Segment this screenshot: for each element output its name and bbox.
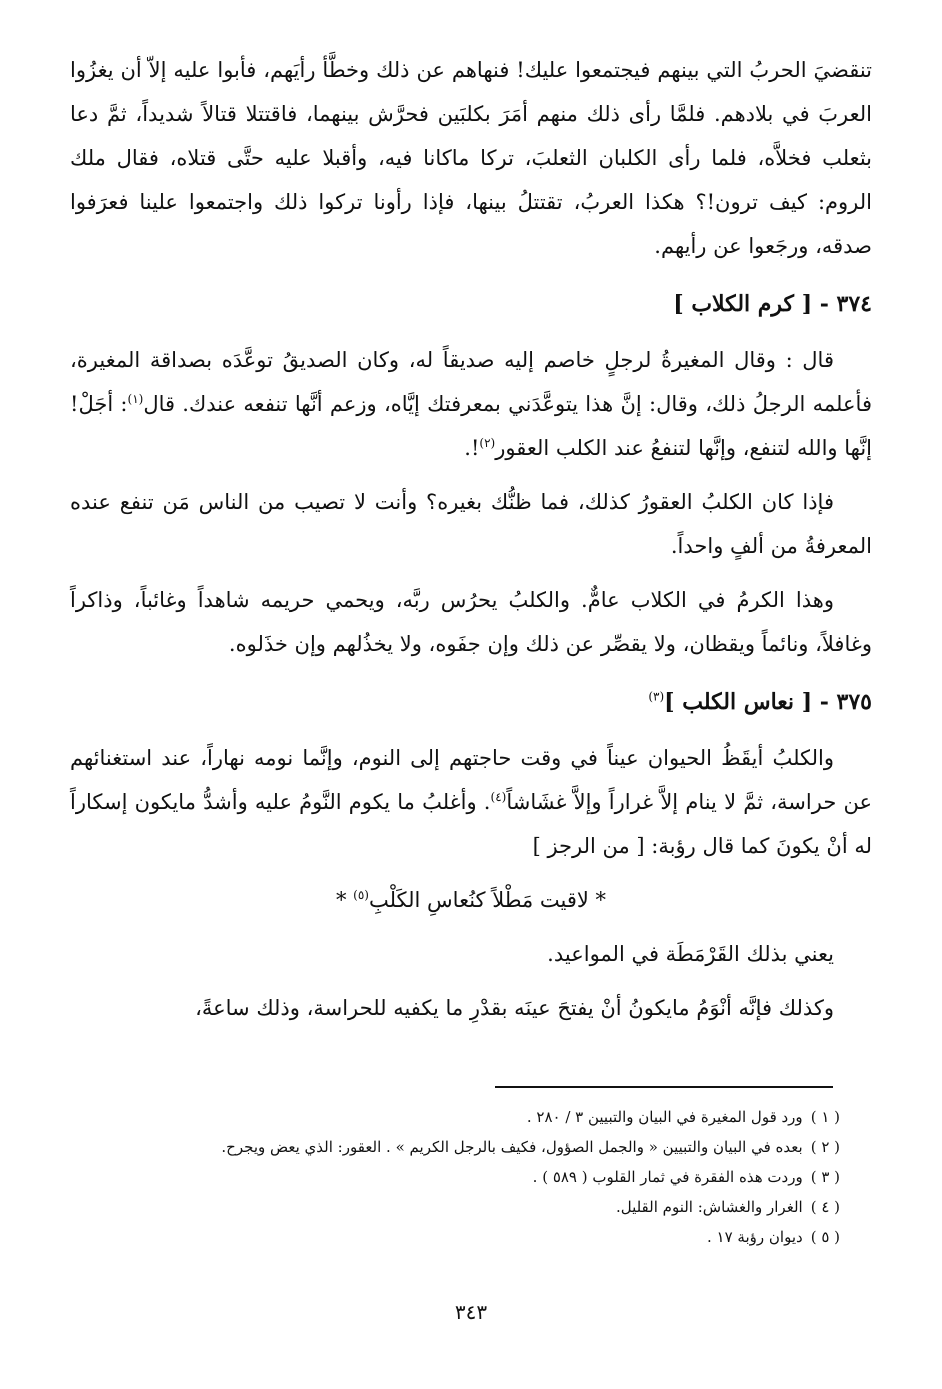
verse-end-mark: * — [335, 888, 354, 912]
paragraph-mughira-part-b: : أجَلْ! إنَّها والله لتنفع، وإنَّها لتنفعُ عند الكلب العقور — [70, 392, 872, 460]
paragraph-karam: وهذا الكرمُ في الكلاب عامٌّ. والكلبُ يحرُس ربَّه، ويحمي حريمه شاهداً وغائباً، وذاكراً وغافلاً، ونائماً ويقظان، ولا يقصِّر عن ذلك وإن جفَوه، ولا يخذُلهم وإن خذَلوه. — [70, 588, 872, 656]
paragraph-qarmata: يعني بذلك القَرْمَطَة في المواعيد. — [547, 942, 834, 966]
paragraph-continuation: تنقضيَ الحربُ التي بينهم فيجتمعوا عليك! فنهاهم عن ذلك وخطَّأ رأيَهم، فأبوا عليه إلاّ أن يغزُوا العربَ في بلادهم. فلمَّا رأى ذلك منهم أمَرَ بكلبَين فحرَّش بينهما، فاقتتلا قتالاً شديداً، ثمَّ دعا بثعلب فخلاَّه، فلما رأى الكلبان الثعلبَ، تركا ماكانا فيه، وأقبلا عليه حتَّى قتلاه، فقال ملك الروم: كيف ترون!؟ هكذا العربُ، تقتتلُ بينها، فإذا رأونا تركوا ذلك واجتمعوا علينا فعرَفوا صدقه، ورجَعوا عن رأيهم. — [70, 58, 872, 258]
footnote-text: ورد قول المغيرة في البيان والتبيين ٣ / ٢٨٠ . — [526, 1108, 803, 1126]
paragraph-mughira-part-c: !. — [464, 436, 480, 460]
footnote-number: ( ٢ ) — [810, 1138, 840, 1156]
footnote-number: ( ٥ ) — [810, 1228, 840, 1246]
paragraph-anwam: وكذلك فإنَّه أنْوَمُ مايكونُ أنْ يفتحَ عينَه بقدْرِ ما يكفيه للحراسة، وذلك ساعةً، — [195, 996, 834, 1020]
footnote-number: ( ٣ ) — [810, 1168, 840, 1186]
section-heading-375 — [70, 682, 872, 722]
footnote-4 — [70, 1192, 840, 1222]
footnote-text: بعده في البيان والتبيين « والجمل الصؤول، فكيف بالرجل الكريم » . العقور: الذي يعض ويجرح. — [221, 1138, 803, 1156]
paragraph-nuas-part-a: والكلبُ أيقَظُ الحيوان عيناً في وقت حاجتهم إلى النوم، وإنَّما نومه نهاراً، عند استغنائهم عن حراسة، ثمَّ لا ينام إلاَّ غراراً وإلاَّ غشَاشاً — [70, 746, 872, 814]
section-heading-374-text: ٣٧٤ - [ كرم الكلاب ] — [673, 291, 872, 317]
paragraph-aqur: فإذا كان الكلبُ العقورُ كذلك، فما ظنُّك بغيره؟ وأنت لا تصيب من الناس مَن تنفع عنده المعرفةُ من ألفٍ واحداً. — [70, 490, 872, 558]
section-heading-374 — [70, 284, 872, 324]
verse-text: * لاقيت مَطْلاً كنُعاسِ الكَلْبِ — [368, 888, 607, 912]
footnote-ref-4[interactable]: (٤) — [490, 790, 507, 804]
footnote-ref-5[interactable]: (٥) — [353, 888, 369, 902]
section-heading-375-text: ٣٧٥ - [ نعاس الكلب ] — [664, 689, 872, 715]
paragraph-nuas-part-b: . وأغلبُ ما يكوم النَّومُ عليه وأشدُّ مايكون إسكاراً له أنْ يكونَ كما قال رؤبة: [ من الرجز ] — [70, 790, 872, 858]
footnote-3 — [70, 1162, 840, 1192]
footnotes — [70, 1102, 840, 1252]
footnote-text: وردت هذه الفقرة في ثمار القلوب ( ٥٨٩ ) . — [532, 1168, 803, 1186]
footnote-ref-3[interactable]: (٣) — [648, 689, 665, 704]
footnote-1 — [70, 1102, 840, 1132]
paragraph-nuas — [70, 736, 872, 868]
paragraph-mughira-part-a: قال : وقال المغيرةُ لرجلٍ خاصم إليه صديقاً له، وكان الصديقُ توعَّدَه بصداقة المغيرة، فأعلمه الرجلُ ذلك، وقال: إنَّ هذا يتوعَّدَني بمعرفتك إيَّاه، وزعم أنَّها تنفعه عندك. قال — [70, 348, 872, 416]
footnote-2 — [70, 1132, 840, 1162]
footnote-5 — [70, 1222, 840, 1252]
footnote-divider — [495, 1086, 833, 1088]
footnote-text: ديوان رؤبة ١٧ . — [706, 1228, 803, 1246]
page-number: ٣٤٣ — [454, 1300, 488, 1324]
footnote-text: الغرار والغشاش: النوم القليل. — [615, 1198, 803, 1216]
paragraph-mughira — [70, 338, 872, 470]
page-body — [70, 48, 872, 1040]
verse-line — [70, 878, 872, 922]
footnote-ref-2[interactable]: (٢) — [479, 436, 496, 450]
footnote-number: ( ٤ ) — [810, 1198, 840, 1216]
footnote-ref-1[interactable]: (١) — [127, 392, 144, 406]
footnote-number: ( ١ ) — [810, 1108, 840, 1126]
